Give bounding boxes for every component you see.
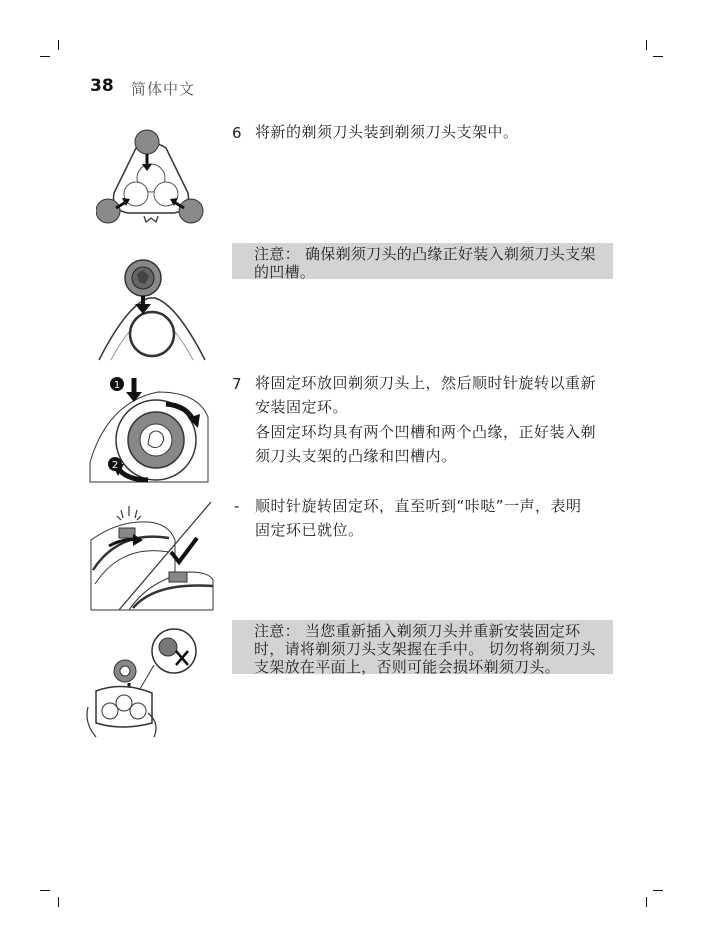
step-text	[255, 494, 615, 542]
note-line: 时，请将剃须刀头支架握在手中。 切勿将剃须刀头	[254, 640, 596, 658]
section-title: 简体中文	[131, 80, 196, 98]
step-line: 安装固定环。	[255, 398, 349, 416]
step-line: 将新的剃须刀头装到剃须刀头支架中。	[255, 123, 519, 141]
crop-mark	[58, 897, 59, 907]
illustration-hold-holder	[82, 627, 207, 739]
illustration-retaining-ring	[88, 372, 213, 492]
crop-mark	[58, 40, 59, 50]
step-line: 顺时针旋转固定环，直至听到“咔哒”一声，表明	[255, 497, 582, 515]
step-number: 7	[232, 375, 242, 393]
illustration-insert-heads	[96, 128, 206, 228]
step-text	[255, 371, 615, 419]
step-bullet: -	[234, 497, 240, 515]
step-line: 将固定环放回剃须刀头上，然后顺时针旋转以重新	[255, 374, 597, 392]
badge-1: 1	[113, 380, 121, 391]
note-box	[232, 620, 613, 674]
step-text	[255, 120, 615, 144]
page-number: 38	[90, 76, 114, 96]
badge-2: 2	[111, 460, 119, 471]
step-number: 6	[232, 124, 242, 142]
illustration-head-alignment	[97, 250, 207, 362]
crop-mark	[646, 40, 647, 50]
note-line: 注意： 确保剃须刀头的凸缘正好装入剃须刀头支架	[254, 245, 596, 263]
note-box	[232, 243, 613, 279]
paragraph-line: 各固定环均具有两个凹槽和两个凸缘，正好装入剃	[255, 423, 597, 441]
paragraph-line: 须刀头支架的凸缘和凹槽内。	[255, 447, 457, 465]
crop-mark	[40, 890, 50, 891]
note-line: 的凹槽。	[254, 263, 316, 281]
crop-mark	[653, 890, 663, 891]
crop-mark	[653, 56, 663, 57]
crop-mark	[646, 897, 647, 907]
step-paragraph	[255, 420, 615, 468]
note-line: 注意： 当您重新插入剃须刀头并重新安装固定环	[254, 622, 581, 640]
illustration-ring-click	[89, 500, 214, 612]
note-line: 支架放在平面上，否则可能会损坏剃须刀头。	[254, 658, 561, 676]
step-line: 固定环已就位。	[255, 521, 364, 539]
crop-mark	[40, 56, 50, 57]
